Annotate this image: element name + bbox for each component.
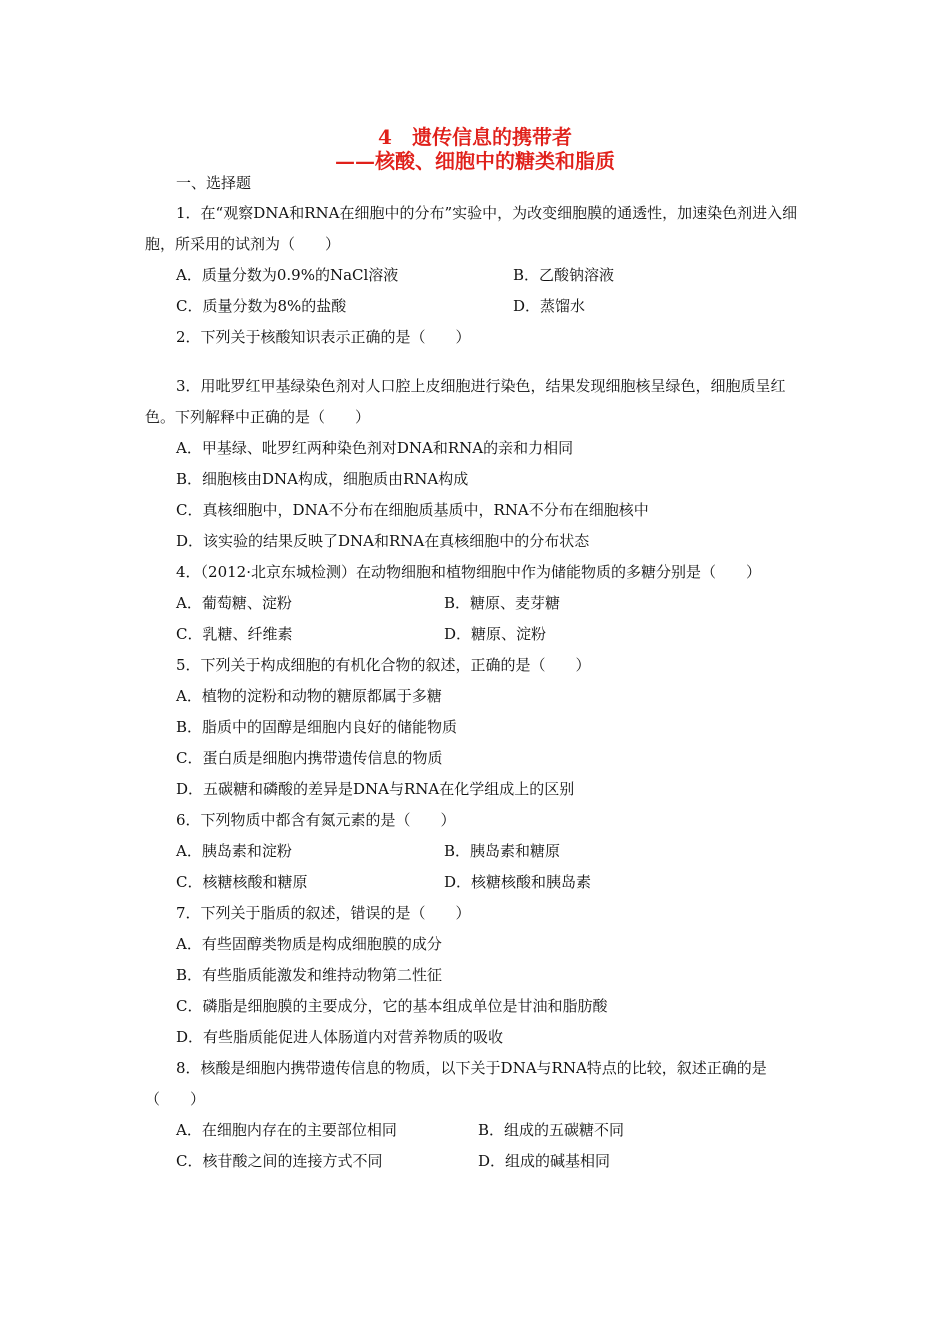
question-4-stem: 4．（2012·北京东城检测）在动物细胞和植物细胞中作为储能物质的多糖分别是（ ） [176,563,761,581]
question-7-stem: 7．下列关于脂质的叙述，错误的是（ ） [176,904,471,922]
option-row [145,495,810,526]
option-d[interactable]: D．有些脂质能促进人体肠道内对营养物质的吸收 [176,1028,504,1046]
option-row [145,433,810,464]
option-c[interactable]: C．核糖核酸和糖原 [176,873,308,891]
option-b[interactable]: B．脂质中的固醇是细胞内良好的储能物质 [176,718,458,736]
option-row [145,929,810,960]
option-row [145,1115,810,1146]
option-a[interactable]: A．有些固醇类物质是构成细胞膜的成分 [176,935,442,953]
option-row [145,1146,810,1177]
question-2-stem: 2．下列关于核酸知识表示正确的是（ ） [176,328,471,346]
option-c[interactable]: C．质量分数为8%的盐酸 [176,297,347,315]
option-c[interactable]: C．磷脂是细胞膜的主要成分，它的基本组成单位是甘油和脂肪酸 [176,997,608,1015]
option-a[interactable]: A．甲基绿、吡罗红两种染色剂对DNA和RNA的亲和力相同 [176,439,574,457]
option-row [145,619,810,650]
option-row [145,991,810,1022]
option-row [145,464,810,495]
option-a[interactable]: A．胰岛素和淀粉 [176,842,292,860]
option-row [145,681,810,712]
option-a[interactable]: A．在细胞内存在的主要部位相同 [176,1121,397,1139]
option-d[interactable]: D．组成的碱基相同 [478,1152,611,1170]
question-8-stem: 8．核酸是细胞内携带遗传信息的物质，以下关于DNA与RNA特点的比较，叙述正确的是（ ） [145,1059,767,1108]
option-row [145,836,810,867]
option-d[interactable]: D．核糖核酸和胰岛素 [444,873,592,891]
option-row [145,774,810,805]
option-c[interactable]: C．蛋白质是细胞内携带遗传信息的物质 [176,749,443,767]
doc-subtitle: ——核酸、细胞中的糖类和脂质 [335,149,615,173]
option-b[interactable]: B．细胞核由DNA构成，细胞质由RNA构成 [176,470,469,488]
option-c[interactable]: C．核苷酸之间的连接方式不同 [176,1152,383,1170]
option-c[interactable]: C．真核细胞中，DNA不分布在细胞质基质中，RNA不分布在细胞核中 [176,501,649,519]
option-row [145,526,810,557]
option-d[interactable]: D．该实验的结果反映了DNA和RNA在真核细胞中的分布状态 [176,532,590,550]
option-a[interactable]: A．葡萄糖、淀粉 [176,594,292,612]
option-d[interactable]: D．蒸馏水 [513,297,586,315]
option-d[interactable]: D．五碳糖和磷酸的差异是DNA与RNA在化学组成上的区别 [176,780,575,798]
question-5-stem: 5．下列关于构成细胞的有机化合物的叙述，正确的是（ ） [176,656,591,674]
option-b[interactable]: B．乙酸钠溶液 [513,266,615,284]
option-row [145,588,810,619]
option-b[interactable]: B．有些脂质能激发和维持动物第二性征 [176,966,443,984]
option-d[interactable]: D．糖原、淀粉 [444,625,547,643]
option-row [145,291,810,322]
option-b[interactable]: B．糖原、麦芽糖 [444,594,561,612]
question-3-stem: 3．用吡罗红甲基绿染色剂对人口腔上皮细胞进行染色，结果发现细胞核呈绿色，细胞质呈红色。下列解释中正确的是（ ） [145,377,786,426]
option-a[interactable]: A．质量分数为0.9%的NaCl溶液 [176,266,399,284]
option-c[interactable]: C．乳糖、纤维素 [176,625,293,643]
question-list [145,198,810,1177]
option-row [145,712,810,743]
question-6-stem: 6．下列物质中都含有氮元素的是（ ） [176,811,456,829]
option-b[interactable]: B．胰岛素和糖原 [444,842,561,860]
option-row [145,960,810,991]
option-a[interactable]: A．植物的淀粉和动物的糖原都属于多糖 [176,687,442,705]
option-row [145,260,810,291]
option-b[interactable]: B．组成的五碳糖不同 [478,1121,625,1139]
section-heading: 一、选择题 [176,174,252,192]
option-row [145,1022,810,1053]
question-1-stem: 1．在“观察DNA和RNA在细胞中的分布”实验中，为改变细胞膜的通透性，加速染色剂进入细胞，所采用的试剂为（ ） [145,204,798,253]
option-row [145,867,810,898]
doc-title: 4 遗传信息的携带者 [378,125,572,149]
option-row [145,743,810,774]
